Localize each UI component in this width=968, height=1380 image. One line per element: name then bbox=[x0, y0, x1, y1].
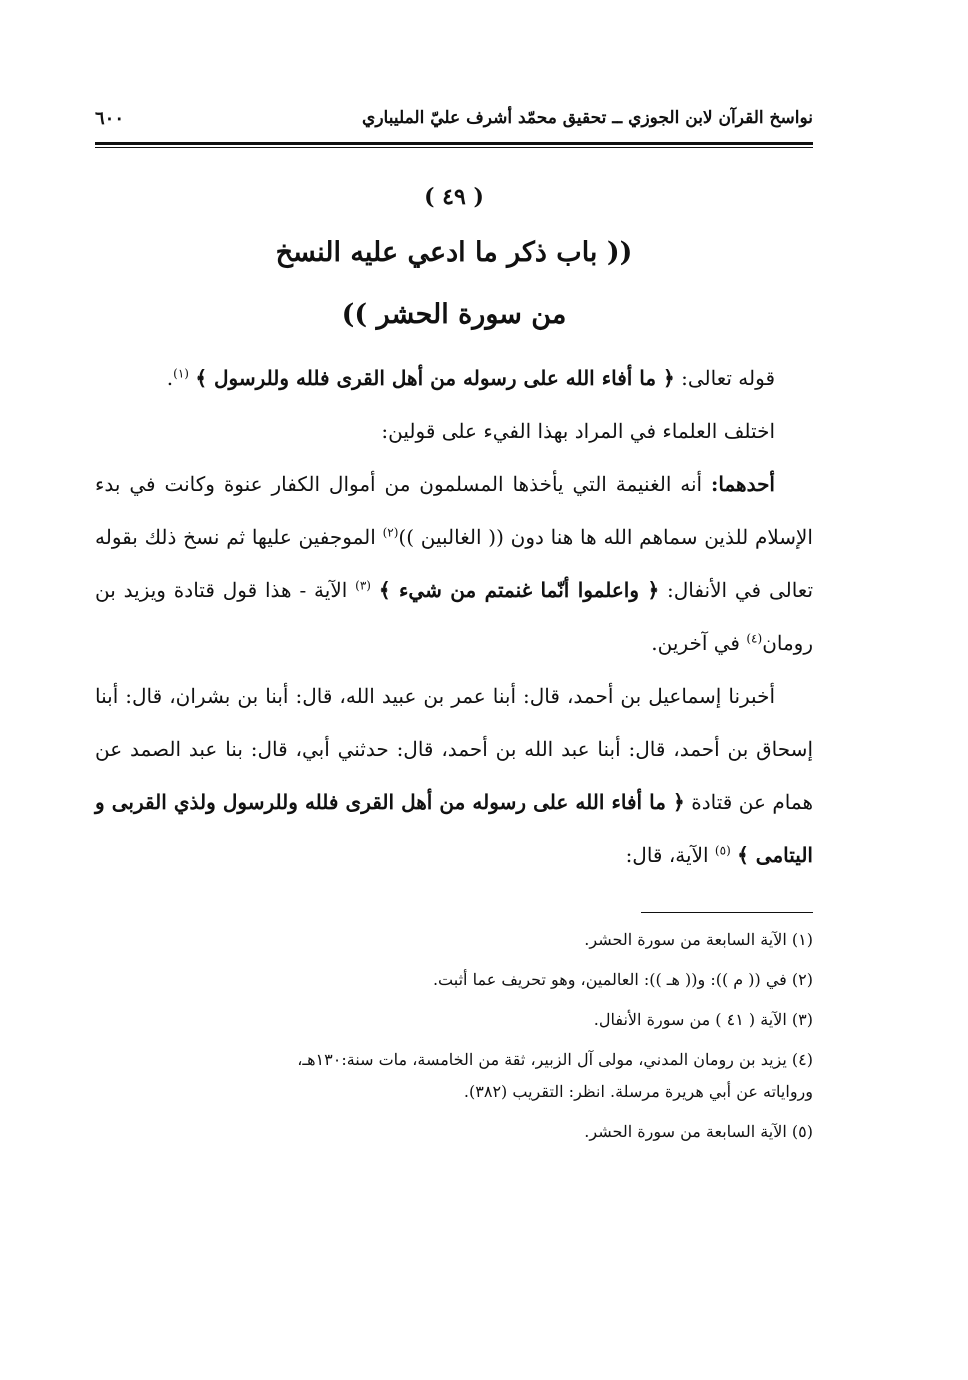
sentence-end: . bbox=[166, 366, 174, 390]
text-segment: أنه الغنيمة التي يأخذها المسلمون من أموال الكفار عنوة وكانت في بدء الإسلام للذين سماهم الله ها هنا دون (( الغالبين )) bbox=[95, 472, 813, 549]
footnote-ref: (١) bbox=[173, 366, 189, 381]
paragraph-disagreement: اختلف العلماء في المراد بهذا الفيء على قولين: bbox=[381, 419, 775, 443]
footnote-ref: (٢) bbox=[382, 525, 399, 540]
footnote-continuation: ورواياته عن أبي هريرة مرسلة. انظر: التقريب (٣٨٢). bbox=[463, 1082, 813, 1101]
body-text bbox=[95, 352, 813, 882]
page-number: ٦٠٠ bbox=[95, 108, 125, 129]
verse-intro: قوله تعالى: bbox=[674, 366, 775, 390]
chapter-title-line-2: من سورة الحشر )) bbox=[341, 299, 567, 330]
text-segment: الآية، قال: bbox=[625, 843, 715, 867]
quran-quote: ﴿ ما أفاء الله على رسوله من أهل القرى فلله وللرسول ولذي القربى و اليتامى ﴾ bbox=[95, 790, 813, 867]
chapter-number: ( ٤٩ ) bbox=[424, 184, 484, 210]
first-opinion-label: أحدهما: bbox=[710, 472, 775, 496]
running-head bbox=[95, 100, 813, 134]
chapter-title bbox=[95, 222, 813, 346]
footnotes bbox=[95, 925, 813, 1147]
book-page bbox=[95, 100, 813, 1157]
paragraph-verse bbox=[95, 352, 813, 405]
running-title: نواسخ القرآن لابن الجوزي ــ تحقيق محمّد أشرف عليّ المليباري bbox=[362, 108, 813, 128]
paragraph-first-opinion bbox=[95, 458, 813, 670]
text-segment: في آخرين. bbox=[651, 631, 747, 655]
chapter-title-line-1: (( باب ذكر ما ادعي عليه النسخ bbox=[275, 237, 633, 268]
footnote-ref: (٤) bbox=[746, 631, 763, 646]
footnote-separator bbox=[641, 912, 813, 913]
footnote: (٥) الآية السابعة من سورة الحشر. bbox=[584, 1122, 813, 1141]
header-rule-thin bbox=[95, 147, 813, 148]
footnote: (١) الآية السابعة من سورة الحشر. bbox=[584, 930, 813, 949]
footnote: (٣) الآية ( ٤١ ) من سورة الأنفال. bbox=[593, 1010, 813, 1029]
text-segment: الآية - هذا قول قتادة ويزيد بن رومان bbox=[95, 578, 813, 655]
footnote-ref: (٥) bbox=[714, 843, 731, 858]
footnote: (٢) في (( م )): و(( هـ )): العالمين، وهو تحريف عما أثبت. bbox=[432, 970, 813, 989]
text-segment: أخبرنا إسماعيل بن أحمد، قال: أبنا عمر بن عبيد الله، قال: أبنا بن بشران، قال: أبنا إسحاق بن أحمد، قال: أبنا عبد الله بن أحمد، قال: حدثني أبي، قال: بنا عبد الصمد عن همام عن قتادة bbox=[95, 684, 814, 814]
paragraph-isnad bbox=[95, 670, 813, 882]
footnote: (٤) يزيد بن رومان المدني، مولى آل الزبير، ثقة من الخامسة، مات سنة:١٣٠هـ، bbox=[297, 1050, 813, 1069]
text-segment: الموجفين عليها ثم نسخ ذلك بقوله تعالى في الأنفال: bbox=[95, 525, 814, 602]
header-rule-thick bbox=[95, 142, 813, 145]
footnote-ref: (٣) bbox=[355, 578, 371, 593]
quran-quote: ﴿ واعلموا أنّما غنمتم من شيء ﴾ bbox=[378, 578, 660, 602]
quran-quote: ﴿ ما أفاء الله على رسوله من أهل القرى فلله وللرسول ﴾ bbox=[195, 366, 675, 390]
